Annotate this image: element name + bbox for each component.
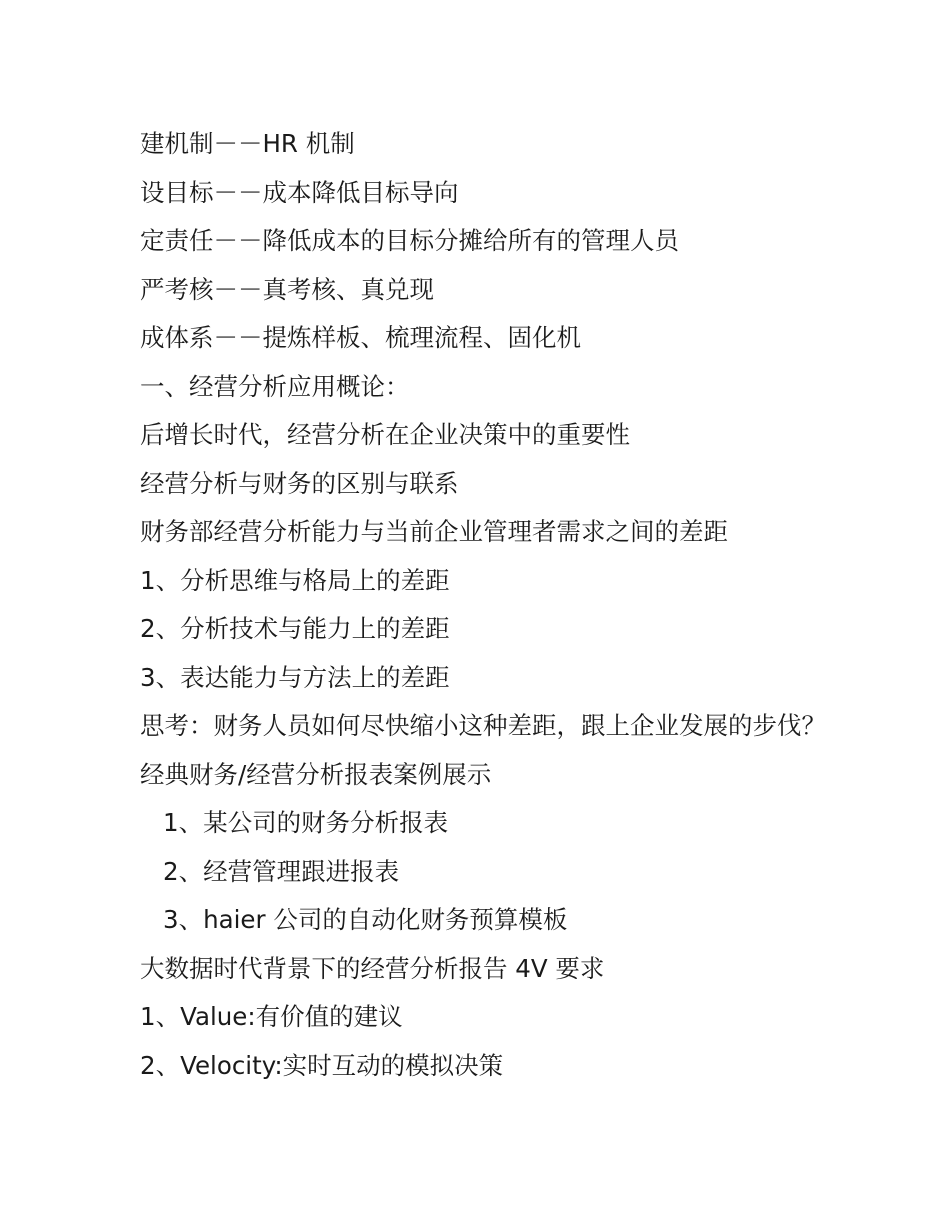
text-line: 财务部经营分析能力与当前企业管理者需求之间的差距 (140, 517, 728, 546)
text-line: 成体系－－提炼样板、梳理流程、固化机 (140, 323, 581, 352)
section-heading: 一、经营分析应用概论： (140, 371, 410, 401)
text-line: 思考：财务人员如何尽快缩小这种差距，跟上企业发展的步伐？ (140, 711, 826, 740)
text-line: 严考核－－真考核、真兑现 (140, 274, 434, 304)
list-item: 2、Velocity:实时互动的模拟决策 (140, 1050, 504, 1080)
list-item: 1、Value:有价值的建议 (140, 1002, 403, 1031)
text-line: 大数据时代背景下的经营分析报告 4V 要求 (140, 953, 605, 983)
list-item: 2、经营管理跟进报表 (163, 856, 400, 886)
text-line: 设目标－－成本降低目标导向 (140, 177, 459, 207)
list-item: 1、分析思维与格局上的差距 (140, 565, 450, 595)
list-item: 3、表达能力与方法上的差距 (140, 662, 450, 692)
text-line: 建机制－－HR 机制 (140, 129, 355, 158)
document-body (140, 120, 860, 1090)
text-line: 后增长时代，经营分析在企业决策中的重要性 (140, 420, 630, 449)
text-line: 定责任－－降低成本的目标分摊给所有的管理人员 (140, 226, 679, 255)
list-item: 3、haier 公司的自动化财务预算模板 (163, 905, 568, 934)
text-line: 经典财务/经营分析报表案例展示 (140, 759, 492, 789)
text-line: 经营分析与财务的区别与联系 (140, 468, 459, 498)
list-item: 1、某公司的财务分析报表 (163, 808, 449, 837)
list-item: 2、分析技术与能力上的差距 (140, 614, 450, 643)
